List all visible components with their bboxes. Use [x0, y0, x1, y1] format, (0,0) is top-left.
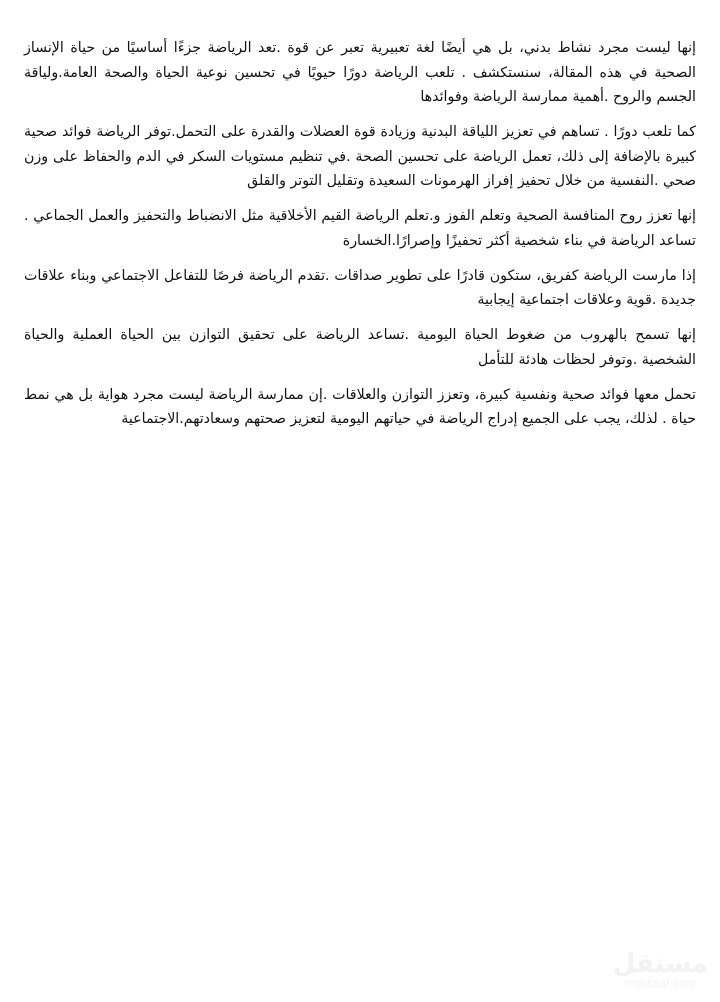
paragraph-values: إنها تعزز روح المنافسة الصحية وتعلم الفوز و.تعلم الرياضة القيم الأخلاقية مثل الانضباط والتحفيز والعمل الجماعي . تساعد الرياضة في بناء شخصية أكثر تحفيزًا وإصرارًا.الخسارة [24, 208, 696, 249]
paragraph-physical-health: كما تلعب دورًا . تساهم في تعزيز اللياقة البدنية وزيادة قوة العضلات والقدرة على التحمل.توفر الرياضة فوائد صحية كبيرة بالإضافة إلى ذلك، تعمل الرياضة على تحسين الصحة .في تنظيم مستويات السكر في الدم والحفاظ على وزن صحي .النفسية من خلال تحفيز إفراز الهرمونات السعيدة وتقليل التوتر والقلق [24, 124, 696, 189]
watermark-domain: mostaql.com [624, 977, 697, 990]
watermark-logo-text: مستقل [612, 949, 708, 979]
article-body [24, 36, 696, 442]
paragraph-intro: إنها ليست مجرد نشاط بدني، بل هي أيضًا لغة تعبيرية تعبر عن قوة .تعد الرياضة جزءًا أساسيًا من حياة الإنساز الصحية في هذه المقالة، سنستكشف . تلعب الرياضة دورًا حيويًا في تحسين نوعية الحياة والصحة العامة.ولياقة الجسم والروح .أهمية ممارسة الرياضة وفوائدها [24, 40, 696, 105]
mostaql-watermark [613, 950, 708, 990]
paragraph-conclusion: تحمل معها فوائد صحية ونفسية كبيرة، وتعزز التوازن والعلاقات .إن ممارسة الرياضة ليست مجرد هواية بل هي نمط حياة . لذلك، يجب على الجميع إدراج الرياضة في حياتهم اليومية لتعزيز صحتهم وسعادتهم.الاجتماعية [24, 386, 696, 427]
paragraph-social: إذا مارست الرياضة كفريق، ستكون قادرًا على تطوير صداقات .تقدم الرياضة فرصًا للتفاعل الاجتماعي وبناء علاقات جديدة .قوية وعلاقات اجتماعية إيجابية [24, 267, 696, 308]
paragraph-balance: إنها تسمح بالهروب من ضغوط الحياة اليومية .تساعد الرياضة على تحقيق التوازن بين الحياة العملية والحياة الشخصية .وتوفر لحظات هادئة للتأمل [24, 327, 696, 368]
